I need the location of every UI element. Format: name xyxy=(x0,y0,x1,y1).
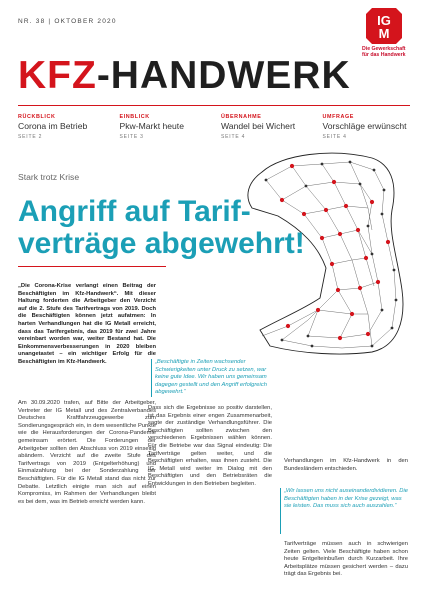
quote-bar xyxy=(151,359,152,397)
masthead-kfz: KFZ xyxy=(18,54,97,97)
article-column-2: Dass sich die Ergebnisse so positiv darstellen, ist das Ergebnis einer engen Zusammenarbeit, sagte der zuständige Verhandlungsführer. Die Beschäftigten sollten zwischen den verschiedenen Ergebnissen wählen können. Für die Betriebe war das Signal eindeutig: Die Tarifverträge gelten weiter, und die Beschäftigten erhalten, was ihnen zusteht. Die IG Metall wird weiter im Dialog mit den Beschäftigten und den Betriebsräten die Entwicklungen in den Betrieben begleiten. xyxy=(148,405,272,487)
headline-line-1: Angriff auf Tarif- xyxy=(18,195,251,228)
article-column-3: Tarifverträge müssen auch in schwierigen Zeiten gelten. Viele Beschäftigte haben schon heute Entgelteinbußen durch Kurzarbeit. Ihre Arbeitsplätze müssen gesichert werden – dazu trägt das Ergebnis bei. xyxy=(284,541,408,578)
article-kicker: Stark trotz Krise xyxy=(18,172,80,182)
teaser-page: SEITE 3 xyxy=(119,134,144,140)
article-column-1: Am 30.09.2020 trafen, auf Bitte der Arbeitgeber, Vertreter der IG Metall und des Zentralverbandes Deutsches Kraftfahrzeuggewerbe zum Sondierungsgespräch ein, in dem wesentliche Punkte wie die Herausforderungen der Corona-Pandemie gemeinsam erörtert. Die Forderungen der Arbeitgeber sollten den Abschluss von 2019 einseitig abändern. Verzicht auf die zweite Stufe des Tarifvertrags von 2019 (Entgelterhöhung) und Einmalzahlung bei der Sonderzahlung der Beschäftigten. Für die IG Metall stand das nicht zur Debatte. Letztlich einigte man sich auf einen Kompromiss, im Rahmen der Verhandlungen bleibt es bei dem, was im Betrieb erreicht werden kann. xyxy=(18,400,156,505)
issue-line: NR. 38 | OKTOBER 2020 xyxy=(18,18,117,25)
logo-mark-icon xyxy=(364,6,404,46)
teaser-page: SEITE 4 xyxy=(322,134,347,140)
teaser-item[interactable] xyxy=(18,114,106,140)
teaser-kicker: EINBLICK xyxy=(119,114,150,120)
teaser-title: Pkw-Markt heute xyxy=(119,121,184,131)
article-headline xyxy=(18,196,308,260)
masthead-rule xyxy=(18,105,410,106)
teaser-bar xyxy=(18,114,410,140)
headline-line-2: verträge abgewehrt! xyxy=(18,227,305,260)
pull-quote-1: „Beschäftigte in Zeiten wachsender Schwierigkeiten unter Druck zu setzen, war keine gute Idee. Wir haben uns gemeinsam dagegen gestellt und den Angriff erfolgreich abgewehrt.“ xyxy=(155,359,267,396)
teaser-item[interactable] xyxy=(221,114,309,140)
svg-text:M: M xyxy=(378,26,390,41)
teaser-title: Vorschläge erwünscht xyxy=(322,121,407,131)
teaser-title: Corona im Betrieb xyxy=(18,121,88,131)
article-column-3-top: Verhandlungen im Kfz-Handwerk in den Bundesländern entschieden. xyxy=(284,458,408,472)
masthead xyxy=(18,56,351,95)
teaser-page: SEITE 2 xyxy=(18,134,43,140)
teaser-title: Wandel bei Wichert xyxy=(221,121,296,131)
masthead-handwerk: -HANDWERK xyxy=(96,54,351,97)
teaser-kicker: UMFRAGE xyxy=(322,114,354,120)
teaser-kicker: ÜBERNAHME xyxy=(221,114,262,120)
quote-bar xyxy=(280,488,281,534)
svg-text:IG: IG xyxy=(377,13,391,28)
pull-quote-2: „Wir lassen uns nicht auseinanderdividieren. Die Beschäftigten haben in der Krise gezeigt, was sie leisten. Das muss sich auch auszahlen.“ xyxy=(284,488,408,510)
teaser-item[interactable] xyxy=(323,114,411,140)
headline-rule xyxy=(18,266,166,267)
teaser-kicker: RÜCKBLICK xyxy=(18,114,56,120)
teaser-page: SEITE 4 xyxy=(221,134,246,140)
logo-tagline-1: Die Gewerkschaft xyxy=(362,46,406,52)
article-lead: „Die Corona-Krise verlangt einen Beitrag der Beschäftigten im Kfz-Handwerk“. Mit dieser Haltung forderten die Arbeitgeber den Verzicht auf die 2. Stufe des Tarifvertrags von 2019. Doch die Beschäftigten können jetzt aufatmen: In harten Verhandlungen hat die IG Metall erreicht, dass das Tarifergebnis, das 2019 für zwei Jahre vereinbart worden war, weiter Bestand hat. Die Einkommensverbesserungen in 2020 bleiben unangetastet – ein wichtiger Erfolg für die Beschäftigten im Kfz-Handwerk. xyxy=(18,283,156,365)
teaser-item[interactable] xyxy=(120,114,208,140)
logo-tagline-2: für das Handwerk xyxy=(362,52,406,58)
igmetall-logo xyxy=(358,6,410,58)
